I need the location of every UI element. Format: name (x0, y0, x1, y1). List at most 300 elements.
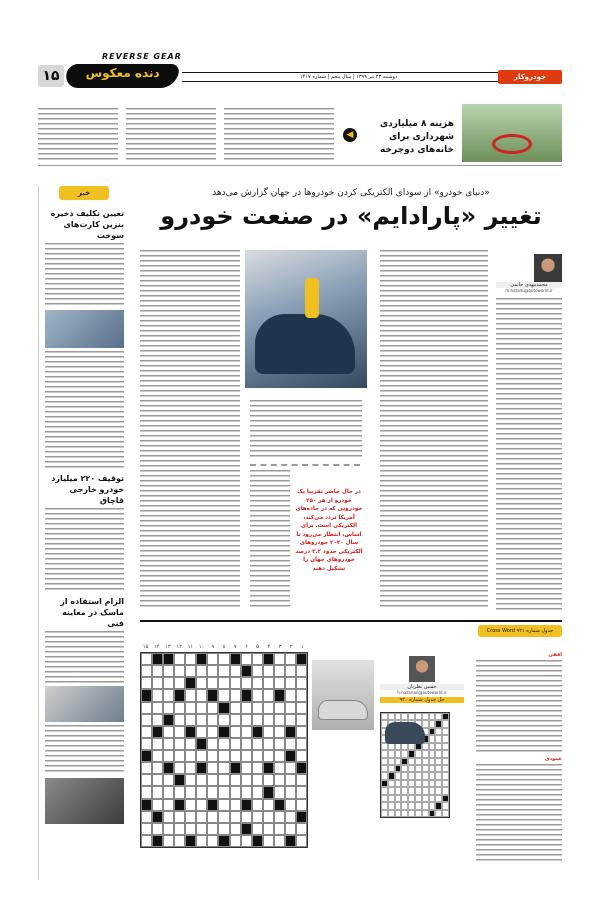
crossword-cell[interactable] (296, 750, 307, 762)
crossword-cell[interactable] (152, 714, 163, 726)
crossword-cell[interactable] (141, 738, 152, 750)
crossword-cell[interactable] (207, 738, 218, 750)
solution-cell (429, 765, 436, 772)
crossword-cell[interactable] (241, 726, 252, 738)
crossword-cell[interactable] (207, 799, 218, 811)
crossword-cell[interactable] (141, 835, 152, 847)
crossword-cell[interactable] (296, 702, 307, 714)
crossword-cell[interactable] (185, 677, 196, 689)
solution-cell (422, 787, 429, 794)
crossword-cell[interactable] (230, 689, 241, 701)
crossword-grid[interactable] (140, 652, 308, 848)
crossword-cell[interactable] (274, 762, 285, 774)
crossword-cell[interactable] (196, 726, 207, 738)
crossword-cell[interactable] (230, 823, 241, 835)
clues-across-text (476, 660, 562, 754)
crossword-cell[interactable] (296, 689, 307, 701)
sidebar-story-title: تعیین تکلیف ذخیره بنزین کارت‌های سوخت (50, 209, 124, 240)
crossword-cell[interactable] (285, 786, 296, 798)
crossword-column-number: ۷ (233, 644, 237, 650)
crossword-cell[interactable] (263, 762, 274, 774)
crossword-cell[interactable] (163, 665, 174, 677)
solution-cell (422, 720, 429, 727)
crossword-cell[interactable] (252, 823, 263, 835)
solution-cell (415, 802, 422, 809)
crossword-cell[interactable] (174, 823, 185, 835)
crossword-cell[interactable] (218, 762, 229, 774)
crossword-cell[interactable] (241, 714, 252, 726)
crossword-cell[interactable] (207, 689, 218, 701)
crossword-cell[interactable] (230, 714, 241, 726)
article-column-1 (496, 298, 562, 610)
crossword-cell[interactable] (241, 677, 252, 689)
crossword-cell[interactable] (141, 762, 152, 774)
crossword-cell[interactable] (218, 823, 229, 835)
solution-cell (395, 802, 402, 809)
crossword-cell[interactable] (296, 726, 307, 738)
crossword-cell[interactable] (163, 653, 174, 665)
crossword-cell[interactable] (296, 677, 307, 689)
crossword-cell[interactable] (174, 714, 185, 726)
crossword-cell[interactable] (285, 677, 296, 689)
crossword-cell[interactable] (274, 774, 285, 786)
strip-text-col-1 (224, 108, 334, 160)
sidebar-story-text (45, 351, 124, 469)
crossword-cell[interactable] (207, 762, 218, 774)
crossword-cell[interactable] (174, 653, 185, 665)
crossword-cell[interactable] (296, 786, 307, 798)
crossword-cell[interactable] (252, 738, 263, 750)
crossword-cell[interactable] (241, 786, 252, 798)
crossword-cell[interactable] (185, 811, 196, 823)
crossword-cell[interactable] (230, 726, 241, 738)
crossword-cell[interactable] (218, 738, 229, 750)
crossword-cell[interactable] (152, 835, 163, 847)
crossword-cell[interactable] (196, 750, 207, 762)
crossword-cell[interactable] (218, 774, 229, 786)
crossword-cell[interactable] (274, 799, 285, 811)
crossword-cell[interactable] (230, 799, 241, 811)
crossword-cell[interactable] (163, 774, 174, 786)
crossword-cell[interactable] (263, 726, 274, 738)
crossword-cell[interactable] (285, 702, 296, 714)
crossword-cell[interactable] (285, 811, 296, 823)
crossword-cell[interactable] (274, 665, 285, 677)
crossword-cell[interactable] (263, 665, 274, 677)
crossword-cell[interactable] (263, 823, 274, 835)
crossword-cell[interactable] (218, 689, 229, 701)
solution-cell (422, 802, 429, 809)
crossword-cell[interactable] (141, 811, 152, 823)
crossword-cell[interactable] (274, 714, 285, 726)
crossword-cell[interactable] (263, 702, 274, 714)
crossword-cell[interactable] (252, 714, 263, 726)
crossword-cell[interactable] (263, 811, 274, 823)
crossword-cell[interactable] (174, 786, 185, 798)
crossword-cell[interactable] (263, 689, 274, 701)
crossword-cell[interactable] (218, 799, 229, 811)
crossword-cell[interactable] (174, 811, 185, 823)
solution-cell (415, 780, 422, 787)
solution-cell (401, 765, 408, 772)
crossword-cell[interactable] (141, 799, 152, 811)
sidebar-story-text (45, 631, 124, 683)
crossword-cell[interactable] (163, 726, 174, 738)
crossword-cell[interactable] (296, 738, 307, 750)
crossword-cell[interactable] (196, 811, 207, 823)
crossword-cell[interactable] (152, 750, 163, 762)
solution-cell (429, 735, 436, 742)
crossword-cell[interactable] (174, 835, 185, 847)
crossword-cell[interactable] (163, 786, 174, 798)
sidebar-story-text (45, 725, 124, 775)
crossword-cell[interactable] (218, 726, 229, 738)
section-logo (63, 64, 180, 88)
crossword-cell[interactable] (296, 811, 307, 823)
solution-cell (442, 713, 449, 720)
crossword-cell[interactable] (230, 786, 241, 798)
solution-cell (429, 758, 436, 765)
solution-cell (408, 765, 415, 772)
solution-cell (429, 795, 436, 802)
crossword-cell[interactable] (141, 702, 152, 714)
solution-cell (381, 750, 388, 757)
crossword-cell[interactable] (196, 689, 207, 701)
crossword-cell[interactable] (274, 811, 285, 823)
crossword-cell[interactable] (230, 653, 241, 665)
crossword-cell[interactable] (241, 762, 252, 774)
crossword-cell[interactable] (296, 835, 307, 847)
crossword-cell[interactable] (152, 799, 163, 811)
crossword-cell[interactable] (263, 799, 274, 811)
crossword-cell[interactable] (174, 702, 185, 714)
crossword-cell[interactable] (152, 823, 163, 835)
crossword-cell[interactable] (185, 726, 196, 738)
crossword-cell[interactable] (296, 762, 307, 774)
crossword-cell[interactable] (296, 823, 307, 835)
solution-cell (388, 810, 395, 817)
crossword-cell[interactable] (152, 786, 163, 798)
crossword-cell[interactable] (252, 726, 263, 738)
crossword-cell[interactable] (152, 702, 163, 714)
solution-cell (388, 802, 395, 809)
crossword-cell[interactable] (152, 762, 163, 774)
crossword-cell[interactable] (185, 762, 196, 774)
crossword-cell[interactable] (285, 750, 296, 762)
author-name: محمدمهدی حاتمی (496, 282, 562, 288)
crossword-cell[interactable] (141, 714, 152, 726)
crossword-cell[interactable] (263, 786, 274, 798)
crossword-cell[interactable] (241, 653, 252, 665)
crossword-cell[interactable] (285, 823, 296, 835)
crossword-cell[interactable] (252, 750, 263, 762)
solution-cell (395, 765, 402, 772)
solution-cell (388, 787, 395, 794)
crossword-cell[interactable] (185, 702, 196, 714)
crossword-cell[interactable] (241, 702, 252, 714)
crossword-cell[interactable] (152, 689, 163, 701)
solution-cell (435, 713, 442, 720)
crossword-cell[interactable] (241, 738, 252, 750)
crossword-cell[interactable] (207, 750, 218, 762)
crossword-cell[interactable] (252, 653, 263, 665)
crossword-cell[interactable] (185, 835, 196, 847)
crossword-cell[interactable] (252, 689, 263, 701)
solution-cell (408, 787, 415, 794)
solution-cell (408, 758, 415, 765)
crossword-cell[interactable] (241, 665, 252, 677)
solution-cell (435, 728, 442, 735)
crossword-cell[interactable] (163, 677, 174, 689)
crossword-cell[interactable] (141, 774, 152, 786)
solution-cell (442, 772, 449, 779)
crossword-cell[interactable] (274, 823, 285, 835)
crossword-cell[interactable] (263, 714, 274, 726)
crossword-cell[interactable] (263, 750, 274, 762)
crossword-cell[interactable] (218, 677, 229, 689)
crossword-cell[interactable] (296, 653, 307, 665)
crossword-cell[interactable] (196, 738, 207, 750)
crossword-cell[interactable] (218, 653, 229, 665)
crossword-column-numbers (140, 644, 308, 650)
solution-cell (429, 810, 436, 817)
crossword-cell[interactable] (241, 811, 252, 823)
crossword-cell[interactable] (252, 665, 263, 677)
crossword-cell[interactable] (252, 774, 263, 786)
crossword-cell[interactable] (152, 774, 163, 786)
crossword-cell[interactable] (163, 823, 174, 835)
crossword-cell[interactable] (252, 762, 263, 774)
crossword-cell[interactable] (252, 835, 263, 847)
crossword-cell[interactable] (152, 665, 163, 677)
crossword-cell[interactable] (241, 774, 252, 786)
crossword-cell[interactable] (207, 726, 218, 738)
crossword-cell[interactable] (296, 774, 307, 786)
crossword-cell[interactable] (141, 677, 152, 689)
crossword-cell[interactable] (174, 799, 185, 811)
solution-cell (408, 780, 415, 787)
crossword-cell[interactable] (274, 702, 285, 714)
page-number: ۱۵ (38, 65, 64, 87)
crossword-cell[interactable] (274, 653, 285, 665)
crossword-cell[interactable] (174, 738, 185, 750)
crossword-cell[interactable] (196, 714, 207, 726)
crossword-cell[interactable] (185, 823, 196, 835)
section-logo-text: دنده معکوس (85, 66, 160, 80)
crossword-cell[interactable] (207, 677, 218, 689)
crossword-cell[interactable] (230, 835, 241, 847)
crossword-cell[interactable] (174, 726, 185, 738)
crossword-cell[interactable] (285, 714, 296, 726)
solution-cell (429, 802, 436, 809)
crossword-cell[interactable] (218, 786, 229, 798)
crossword-cell[interactable] (174, 689, 185, 701)
crossword-cell[interactable] (274, 689, 285, 701)
crossword-cell[interactable] (252, 786, 263, 798)
crossword-cell[interactable] (274, 835, 285, 847)
solution-cell (435, 810, 442, 817)
crossword-cell[interactable] (196, 665, 207, 677)
crossword-cell[interactable] (174, 677, 185, 689)
solution-cell (422, 810, 429, 817)
crossword-cell[interactable] (230, 677, 241, 689)
sidebar-story-title: توقیف ۲۲۰ میلیارد خودرو خارجی قاچاق (51, 474, 124, 505)
crossword-cell[interactable] (163, 689, 174, 701)
crossword-cell[interactable] (230, 665, 241, 677)
crossword-cell[interactable] (274, 726, 285, 738)
crossword-cell[interactable] (285, 835, 296, 847)
crossword-cell[interactable] (196, 823, 207, 835)
solution-cell (422, 750, 429, 757)
crossword-cell[interactable] (285, 726, 296, 738)
crossword-cell[interactable] (196, 774, 207, 786)
crossword-cell[interactable] (274, 750, 285, 762)
crossword-cell[interactable] (218, 714, 229, 726)
crossword-cell[interactable] (207, 835, 218, 847)
crossword-author-name: حسین نظریان (380, 684, 464, 690)
crossword-cell[interactable] (174, 774, 185, 786)
crossword-cell[interactable] (196, 786, 207, 798)
crossword-cell[interactable] (230, 774, 241, 786)
crossword-cell[interactable] (196, 799, 207, 811)
crossword-cell[interactable] (185, 653, 196, 665)
crossword-cell[interactable] (285, 738, 296, 750)
crossword-cell[interactable] (196, 677, 207, 689)
crossword-cell[interactable] (285, 799, 296, 811)
clues-across-head: افقی (548, 652, 562, 658)
crossword-cell[interactable] (207, 702, 218, 714)
crossword-cell[interactable] (218, 665, 229, 677)
crossword-cell[interactable] (185, 774, 196, 786)
crossword-cell[interactable] (218, 811, 229, 823)
crossword-cell[interactable] (274, 738, 285, 750)
solution-cell (435, 802, 442, 809)
solution-cell (442, 765, 449, 772)
crossword-cell[interactable] (252, 677, 263, 689)
crossword-cell[interactable] (230, 738, 241, 750)
crossword-cell[interactable] (163, 738, 174, 750)
solution-cell (429, 750, 436, 757)
crossword-cell[interactable] (152, 653, 163, 665)
crossword-cell[interactable] (263, 774, 274, 786)
crossword-cell[interactable] (185, 799, 196, 811)
crossword-cell[interactable] (296, 665, 307, 677)
crossword-cell[interactable] (252, 811, 263, 823)
crossword-author-email: h.nazarian@autoworld.ir (397, 690, 447, 695)
crossword-cell[interactable] (174, 665, 185, 677)
crossword-cell[interactable] (163, 714, 174, 726)
crossword-cell[interactable] (141, 689, 152, 701)
solution-cell (381, 758, 388, 765)
crossword-cell[interactable] (241, 823, 252, 835)
crossword-cell[interactable] (241, 799, 252, 811)
solution-cell (395, 772, 402, 779)
crossword-cell[interactable] (263, 677, 274, 689)
crossword-cell[interactable] (230, 750, 241, 762)
crossword-cell[interactable] (185, 714, 196, 726)
crossword-cell[interactable] (207, 714, 218, 726)
crossword-cell[interactable] (174, 750, 185, 762)
crossword-cell[interactable] (241, 835, 252, 847)
crossword-cell[interactable] (241, 689, 252, 701)
crossword-cell[interactable] (174, 762, 185, 774)
crossword-cell[interactable] (218, 835, 229, 847)
crossword-cell[interactable] (141, 823, 152, 835)
crossword-cell[interactable] (274, 786, 285, 798)
crossword-cell[interactable] (163, 799, 174, 811)
crossword-cell[interactable] (196, 762, 207, 774)
crossword-cell[interactable] (274, 677, 285, 689)
crossword-cell[interactable] (263, 738, 274, 750)
crossword-cell[interactable] (141, 665, 152, 677)
crossword-cell[interactable] (230, 762, 241, 774)
crossword-cell[interactable] (163, 702, 174, 714)
solution-cell (435, 780, 442, 787)
crossword-cell[interactable] (285, 762, 296, 774)
crossword-cell[interactable] (207, 823, 218, 835)
crossword-cell[interactable] (285, 665, 296, 677)
solution-cell (401, 810, 408, 817)
crossword-cell[interactable] (163, 835, 174, 847)
crossword-cell[interactable] (196, 653, 207, 665)
crossword-cell[interactable] (152, 811, 163, 823)
solution-cell (442, 720, 449, 727)
crossword-cell[interactable] (141, 653, 152, 665)
crossword-cell[interactable] (207, 786, 218, 798)
crossword-cell[interactable] (163, 750, 174, 762)
crossword-cell[interactable] (207, 811, 218, 823)
crossword-cell[interactable] (152, 726, 163, 738)
solution-cell (422, 765, 429, 772)
crossword-cell[interactable] (185, 665, 196, 677)
crossword-cell[interactable] (141, 750, 152, 762)
crossword-cell[interactable] (218, 750, 229, 762)
crossword-cell[interactable] (285, 689, 296, 701)
crossword-cell[interactable] (241, 750, 252, 762)
crossword-cell[interactable] (285, 774, 296, 786)
crossword-cell[interactable] (185, 750, 196, 762)
crossword-cell[interactable] (252, 702, 263, 714)
solution-cell (442, 743, 449, 750)
solution-label: حل جدول شماره ۹۲۰ (380, 697, 464, 703)
crossword-cell[interactable] (230, 702, 241, 714)
crossword-cell[interactable] (163, 762, 174, 774)
crossword-cell[interactable] (152, 738, 163, 750)
crossword-cell[interactable] (185, 689, 196, 701)
crossword-cell[interactable] (196, 835, 207, 847)
crossword-cell[interactable] (207, 665, 218, 677)
crossword-cell[interactable] (263, 653, 274, 665)
crossword-column-number: ۱۱ (187, 644, 194, 650)
crossword-cell[interactable] (296, 799, 307, 811)
crossword-cell[interactable] (296, 714, 307, 726)
crossword-cell[interactable] (185, 738, 196, 750)
crossword-cell[interactable] (163, 811, 174, 823)
solution-car-photo (385, 722, 425, 744)
crossword-cell[interactable] (196, 702, 207, 714)
crossword-cell[interactable] (152, 677, 163, 689)
crossword-cell[interactable] (252, 799, 263, 811)
crossword-cell[interactable] (285, 653, 296, 665)
crossword-cell[interactable] (141, 786, 152, 798)
crossword-cell[interactable] (207, 774, 218, 786)
crossword-cell[interactable] (185, 786, 196, 798)
crossword-cell[interactable] (207, 653, 218, 665)
crossword-cell[interactable] (218, 702, 229, 714)
crossword-cell[interactable] (230, 811, 241, 823)
crossword-cell[interactable] (263, 835, 274, 847)
crossword-cell[interactable] (141, 726, 152, 738)
